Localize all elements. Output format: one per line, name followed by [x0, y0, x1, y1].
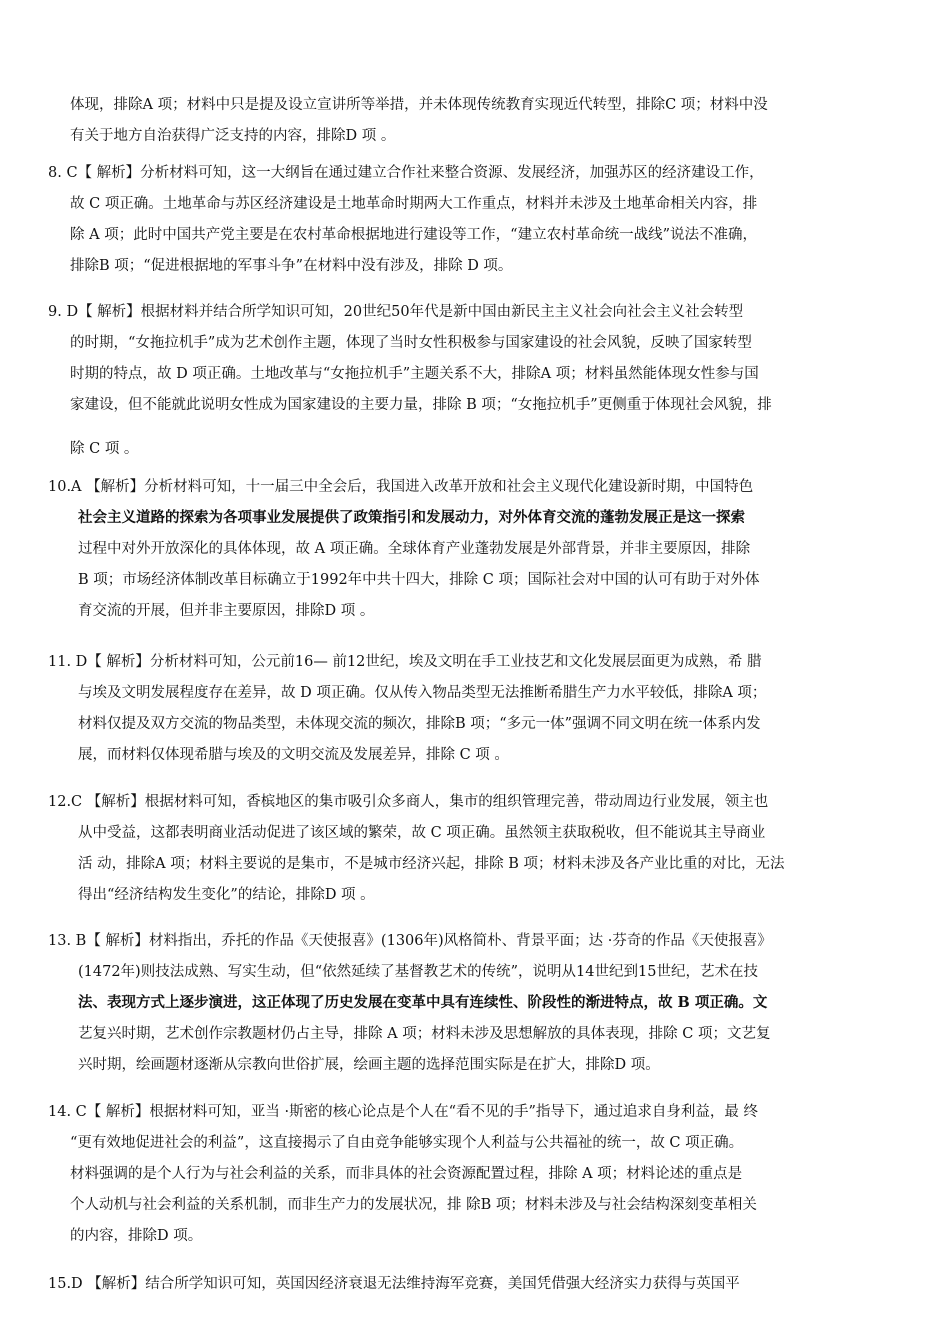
text-line: 展，而材料仅体现希腊与埃及的文明交流及发展差异，排除 C 项 。 — [78, 747, 509, 763]
text-line: 过程中对外开放深化的具体体现，故 A 项正确。全球体育产业蓬勃发展是外部背景，并非主要原因，排除 — [78, 541, 751, 557]
text-line: 除 C 项 。 — [70, 441, 139, 457]
text-line: 时期的特点，故 D 项正确。土地改革与“女拖拉机手”主题关系不大，排除A 项；材料虽然能体现女性参与国 — [70, 366, 759, 382]
answer-10-line: 10.A 【解析】分析材料可知，十一届三中全会后，我国进入改革开放和社会主义现代化建设新时期，中国特色 — [48, 479, 754, 495]
answer-8-line: 8. C【 解析】分析材料可知，这一大纲旨在通过建立合作社来整合资源、发展经济，加强苏区的经济建设工作， — [48, 165, 764, 181]
text-line: 体现，排除A 项；材料中只是提及设立宣讲所等举措，并未体现传统教育实现近代转型，排除C 项；材料中没 — [70, 97, 768, 113]
text-line: 法、表现方式上逐步演进，这正体现了历史发展在变革中具有连续性、阶段性的渐进特点，故 B 项正确。文 — [78, 994, 768, 1011]
text-line: 材料强调的是个人行为与社会利益的关系，而非具体的社会资源配置过程，排除 A 项；材料论述的重点是 — [70, 1166, 743, 1182]
text-line: 从中受益，这都表明商业活动促进了该区域的繁荣，故 C 项正确。虽然领主获取税收，但不能说其主导商业 — [78, 825, 766, 841]
text-line: 家建设，但不能就此说明女性成为国家建设的主要力量，排除 B 项；“女拖拉机手”更侧重于体现社会风貌，排 — [70, 397, 772, 413]
text-line: 社会主义道路的探索为各项事业发展提供了政策指引和发展动力，对外体育交流的蓬勃发展正是这一探索 — [78, 509, 745, 526]
text-line: B 项；市场经济体制改革目标确立于1992年中共十四大，排除 C 项；国际社会对中国的认可有助于对外体 — [78, 572, 760, 588]
text-line: 个人动机与社会利益的关系机制，而非生产力的发展状况，排 除B 项；材料未涉及与社会结构深刻变革相关 — [70, 1197, 757, 1213]
answer-9-line: 9. D【 解析】根据材料并结合所学知识可知，20世纪50年代是新中国由新民主主义社会向社会主义社会转型 — [48, 304, 744, 320]
text-line: 的时期，“女拖拉机手”成为艺术创作主题，体现了当时女性积极参与国家建设的社会风貌，反映了国家转型 — [70, 335, 752, 351]
text-line: 故 C 项正确。土地革命与苏区经济建设是土地革命时期两大工作重点，材料并未涉及土地革命相关内容，排 — [70, 196, 758, 212]
text-line: 活 动，排除A 项；材料主要说的是集市，不是城市经济兴起，排除 B 项；材料未涉及各产业比重的对比，无法 — [78, 856, 785, 872]
text-line: 有关于地方自治获得广泛支持的内容，排除D 项 。 — [70, 128, 396, 144]
text-line: 材料仅提及双方交流的物品类型，未体现交流的频次，排除B 项；“多元一体”强调不同文明在统一体系内发 — [78, 716, 761, 732]
text-line: 得出“经济结构发生变化”的结论，排除D 项 。 — [78, 887, 375, 903]
text-line: 的内容，排除D 项。 — [70, 1228, 203, 1244]
text-line: 艺复兴时期，艺术创作宗教题材仍占主导，排除 A 项；材料未涉及思想解放的具体表现，排除 C 项；文艺复 — [78, 1026, 771, 1042]
text-line: (1472年)则技法成熟、写实生动，但“依然延续了基督教艺术的传统”，说明从14世纪到15世纪，艺术在技 — [78, 964, 758, 980]
text-line: 与埃及文明发展程度存在差异，故 D 项正确。仅从传入物品类型无法推断希腊生产力水平较低，排除A 项； — [78, 685, 767, 701]
text-line: 兴时期，绘画题材逐渐从宗教向世俗扩展，绘画主题的选择范围实际是在扩大，排除D 项。 — [78, 1057, 660, 1073]
text-line: 排除B 项；“促进根据地的军事斗争”在材料中没有涉及，排除 D 项。 — [70, 258, 513, 274]
answer-14-line: 14. C【 解析】根据材料可知，亚当 ·斯密的核心论点是个人在“看不见的手”指导下，通过追求自身利益，最 终 — [48, 1104, 759, 1120]
text-line: “更有效地促进社会的利益”，这直接揭示了自由竞争能够实现个人利益与公共福祉的统一，故 C 项正确。 — [70, 1135, 744, 1151]
text-line: 除 A 项；此时中国共产党主要是在农村革命根据地进行建设等工作，“建立农村革命统一战线”说法不准确， — [70, 227, 758, 243]
answer-13-line: 13. B【 解析】材料指出，乔托的作品《天使报喜》(1306年)风格简朴、背景平面；达 ·芬奇的作品《天使报喜》 — [48, 933, 772, 949]
answer-12-line: 12.C 【解析】根据材料可知，香槟地区的集市吸引众多商人，集市的组织管理完善，带动周边行业发展，领主也 — [48, 794, 769, 810]
answer-15-line: 15.D 【解析】结合所学知识可知，英国因经济衰退无法维持海军竞赛，美国凭借强大经济实力获得与英国平 — [48, 1276, 740, 1292]
text-line: 育交流的开展，但并非主要原因，排除D 项 。 — [78, 603, 375, 619]
answer-11-line: 11. D【 解析】分析材料可知，公元前16— 前12世纪，埃及文明在手工业技艺和文化发展层面更为成熟，希 腊 — [48, 654, 762, 670]
